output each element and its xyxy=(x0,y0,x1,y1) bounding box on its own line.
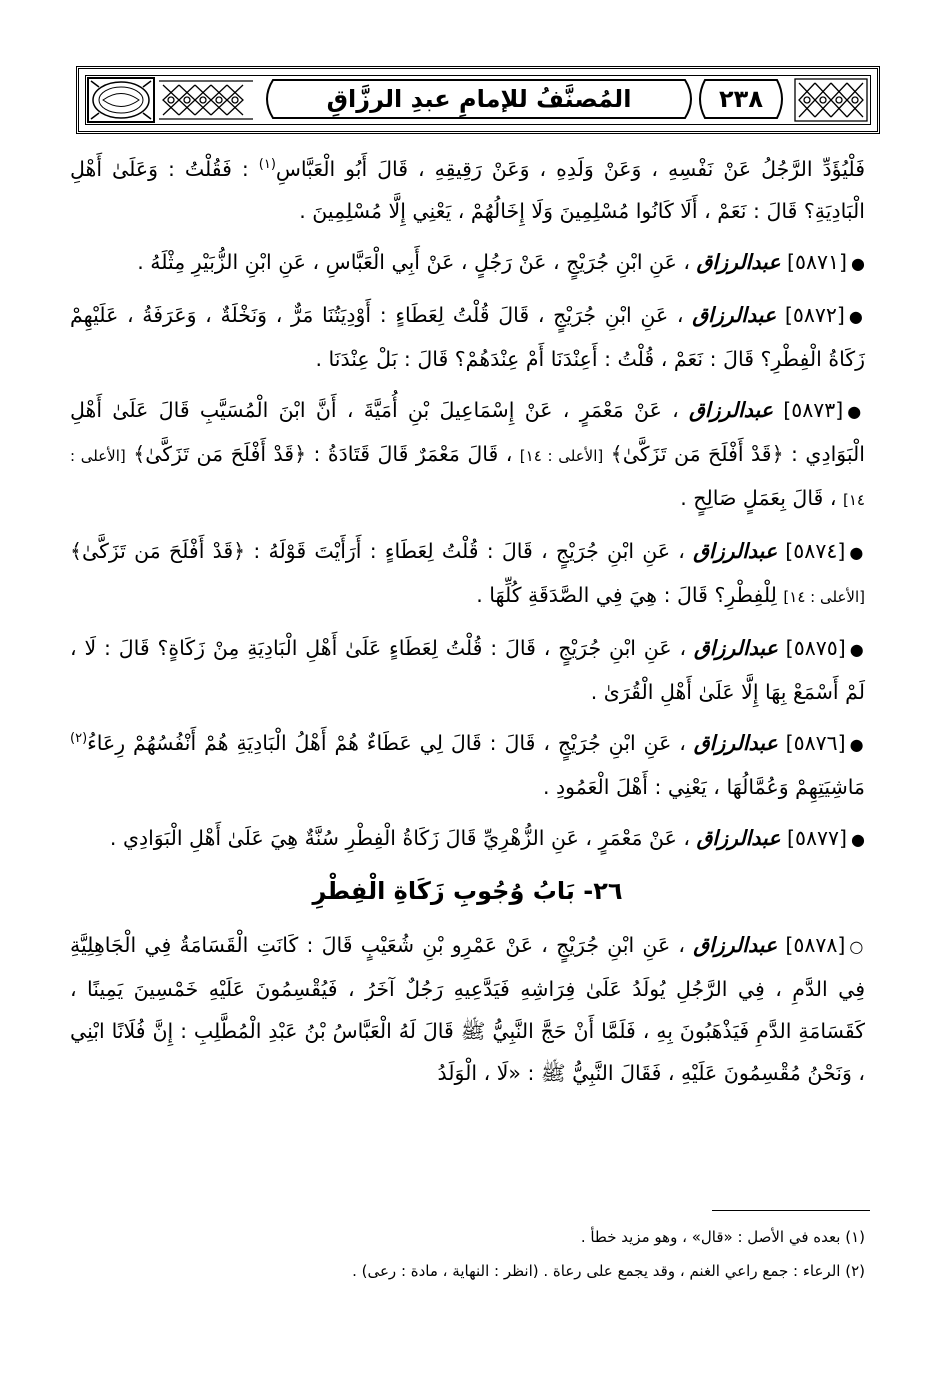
hadith-text: ، عَنِ ابْنِ جُرَيْجٍ ، قَالَ قُلْتُ لِعَطَاءٍ : أَوْدِيَتُنَا مَرٌّ ، وَنَخْلَةٌ ، وَعَرَفَةُ ، عَلَيْهِمْ زَكَاةُ الْفِطْرِ؟ قَالَ : نَعَمْ ، قُلْتُ : أَعِنْدَنَا أَمْ عِنْدَهُمْ؟ قَالَ : بَلْ عِنْدَنَا . xyxy=(70,303,865,371)
footnote-text: بعده في الأصل : «قال» ، وهو مزيد خطأ . xyxy=(580,1228,846,1246)
narrator-name: عبدالرزاق xyxy=(693,933,778,957)
hadith-paragraph xyxy=(70,722,865,808)
hadith-text: ، عَنِ ابْنِ جُرَيْجٍ ، قَالَ : قَالَ لِي عَطَاءٌ هُمْ أَهْلُ الْبَادِيَةِ هُمْ أَنْفُسُهُمْ رِعَاءُ xyxy=(87,731,694,755)
narrator-name: عبدالرزاق xyxy=(693,539,778,563)
hadith-marker: ○ xyxy=(849,937,866,956)
quran-reference: [الأعلى : ١٤] xyxy=(783,588,865,606)
corner-ornament-icon xyxy=(793,77,869,123)
narrator-name: عبدالرزاق xyxy=(696,826,781,850)
footnote-separator xyxy=(712,1210,870,1211)
hadith-number: [٥٨٧٣] xyxy=(772,398,844,422)
hadith-text: ، قَالَ بِعَمَلٍ صَالِحٍ . xyxy=(680,486,844,510)
hadith-text: : فَقُلْتُ : وَعَلَىٰ أَهْلِ الْبَادِيَةِ؟ قَالَ : نَعَمْ ، أَلَا كَانُوا مُسْلِمِينَ وَلَا إِخَالُهُمْ ، يَعْنِي إِلَّا مُسْلِمِينَ . xyxy=(70,157,865,223)
hadith-text: فَلْيُؤَدِّ الرَّجُلُ عَنْ نَفْسِهِ ، وَعَنْ وَلَدِهِ ، وَعَنْ رَقِيقِهِ ، قَالَ أَبُو الْعَبَّاسِ xyxy=(275,157,865,181)
hadith-number: [٥٨٧٧] xyxy=(780,826,848,850)
lattice-ornament-icon xyxy=(159,77,253,123)
hadith-text: لِلْفِطْرِ؟ قَالَ : هِيَ فِي الصَّدَقَةِ كُلِّهَا . xyxy=(476,583,784,607)
hadith-paragraph xyxy=(70,148,865,232)
narrator-name: عبدالرزاق xyxy=(696,250,781,274)
hadith-text: ، عَنِ ابْنِ جُرَيْجٍ ، قَالَ : قُلْتُ لِعَطَاءٍ : أَرَأَيْتَ قَوْلَهُ : ﴿قَدْ أَفْلَحَ مَن تَزَكَّىٰ﴾ xyxy=(70,539,694,563)
page-number: ٢٣٨ xyxy=(719,85,763,113)
footnotes xyxy=(70,1220,865,1288)
hadith-paragraph xyxy=(70,627,865,713)
hadith-marker: ● xyxy=(849,640,866,659)
page-body xyxy=(70,148,865,1103)
hadith-number: [٥٨٧٥] xyxy=(777,636,846,660)
hadith-paragraph xyxy=(70,817,865,861)
hadith-number: [٥٨٧٦] xyxy=(777,731,846,755)
hadith-text: ، عَنِ ابْنِ جُرَيْجٍ ، عَنْ عَمْرِو بْنِ شُعَيْبٍ قَالَ : كَانَتِ الْقَسَامَةُ فِي الْجَاهِلِيَّةِ فِي الدَّمِ ، فِي الرَّجُلِ يُولَدُ عَلَىٰ فِرَاشِهِ فَيَدَّعِيهِ رَجُلٌ آخَرُ ، فَيُقْسِمُونَ عَلَيْهِ خَمْسِينَ يَمِينًا ، كَقَسَامَةِ الدَّمِ فَيَذْهَبُونَ بِهِ ، فَلَمَّا أَنْ حَجَّ النَّبِيُّ ﷺ قَالَ لَهُ الْعَبَّاسُ بْنُ عَبْدِ الْمُطَّلِبِ : إِنَّ فُلَانًا ابْنِي ، وَنَحْنُ مُقْسِمُونَ عَلَيْهِ ، فَقَالَ النَّبِيُّ ﷺ : «لَا ، الْوَلَدُ xyxy=(70,933,865,1085)
hadith-number: [٥٨٧٤] xyxy=(777,539,846,563)
footnote xyxy=(70,1254,865,1288)
hadith-text: مَاشِيَتِهِمْ وَعُمَّالُهَا ، يَعْنِي : أَهْلَ الْعَمُودِ . xyxy=(543,775,865,799)
footnote-marker: (٢) xyxy=(70,731,88,747)
narrator-name: عبدالرزاق xyxy=(693,636,778,660)
quran-reference: [الأعلى : ١٤] xyxy=(519,447,604,465)
hadith-text: ، عَنْ مَعْمَرٍ ، عَنْ إِسْمَاعِيلَ بْنِ أُمَيَّةَ ، أَنَّ ابْنَ الْمُسَيَّبِ قَالَ عَلَىٰ أَهْلِ الْبَوَادِي : ﴿قَدْ أَفْلَحَ مَن تَزَكَّىٰ﴾ xyxy=(70,398,865,466)
running-title: المُصنَّفُ للإمامِ عبدِ الرزَّاقِ xyxy=(326,85,632,113)
hadith-paragraph xyxy=(70,389,865,521)
hadith-marker: ● xyxy=(848,307,866,326)
chapter-heading: ٢٦- بَابُ وُجُوبِ زَكَاةِ الْفِطْرِ xyxy=(312,877,623,905)
footnote-marker: (١) xyxy=(258,157,276,173)
emblem-ornament-icon xyxy=(87,77,155,123)
hadith-number: [٥٨٧١] xyxy=(780,250,848,274)
hadith-paragraph xyxy=(70,241,865,285)
narrator-name: عبدالرزاق xyxy=(689,398,773,422)
hadith-marker: ● xyxy=(849,735,865,754)
page-header xyxy=(76,66,880,134)
footnote-number: (١) xyxy=(845,1228,865,1246)
narrator-name: عبدالرزاق xyxy=(692,303,777,327)
hadith-marker: ● xyxy=(851,830,865,849)
hadith-paragraph xyxy=(70,924,865,1094)
hadith-text: ، عَنِ ابْنِ جُرَيْجٍ ، قَالَ : قُلْتُ لِعَطَاءٍ عَلَىٰ أَهْلِ الْبَادِيَةِ مِنْ زَكَاةٍ؟ قَالَ : لَا ، لَمْ أَسْمَعْ بِهَا إِلَّا عَلَىٰ أَهْلِ الْقُرَىٰ . xyxy=(70,636,865,704)
hadith-paragraph xyxy=(70,530,865,618)
hadith-marker: ● xyxy=(851,254,865,273)
hadith-paragraph xyxy=(70,294,865,380)
hadith-text: ، قَالَ مَعْمَرٌ قَالَ قَتَادَةُ : ﴿قَدْ أَفْلَحَ مَن تَزَكَّىٰ﴾ xyxy=(125,442,520,466)
hadith-marker: ● xyxy=(849,543,866,562)
narrator-name: عبدالرزاق xyxy=(693,731,778,755)
footnote-text: الرعاء : جمع راعي الغنم ، وقد يجمع على رعاة . (انظر : النهاية ، مادة : رعى) . xyxy=(352,1262,846,1280)
footnote xyxy=(70,1220,865,1254)
footnote-number: (٢) xyxy=(845,1262,865,1280)
hadith-number: [٥٨٧٢] xyxy=(776,303,845,327)
hadith-marker: ● xyxy=(847,402,866,421)
hadith-text: ، عَنِ ابْنِ جُرَيْجٍ ، عَنْ رَجُلٍ ، عَنْ أَبِي الْعَبَّاسِ ، عَنِ ابْنِ الزُّبَيْرِ مِثْلَهُ . xyxy=(137,250,697,274)
quran-reference: [الأعلى : ١٤] xyxy=(70,447,865,509)
hadith-number: [٥٨٧٨] xyxy=(777,933,846,957)
hadith-text: ، عَنْ مَعْمَرٍ ، عَنِ الزُّهْرِيِّ قَالَ زَكَاةُ الْفِطْرِ سُنَّةٌ هِيَ عَلَىٰ أَهْلِ الْبَوَادِي . xyxy=(109,826,697,850)
